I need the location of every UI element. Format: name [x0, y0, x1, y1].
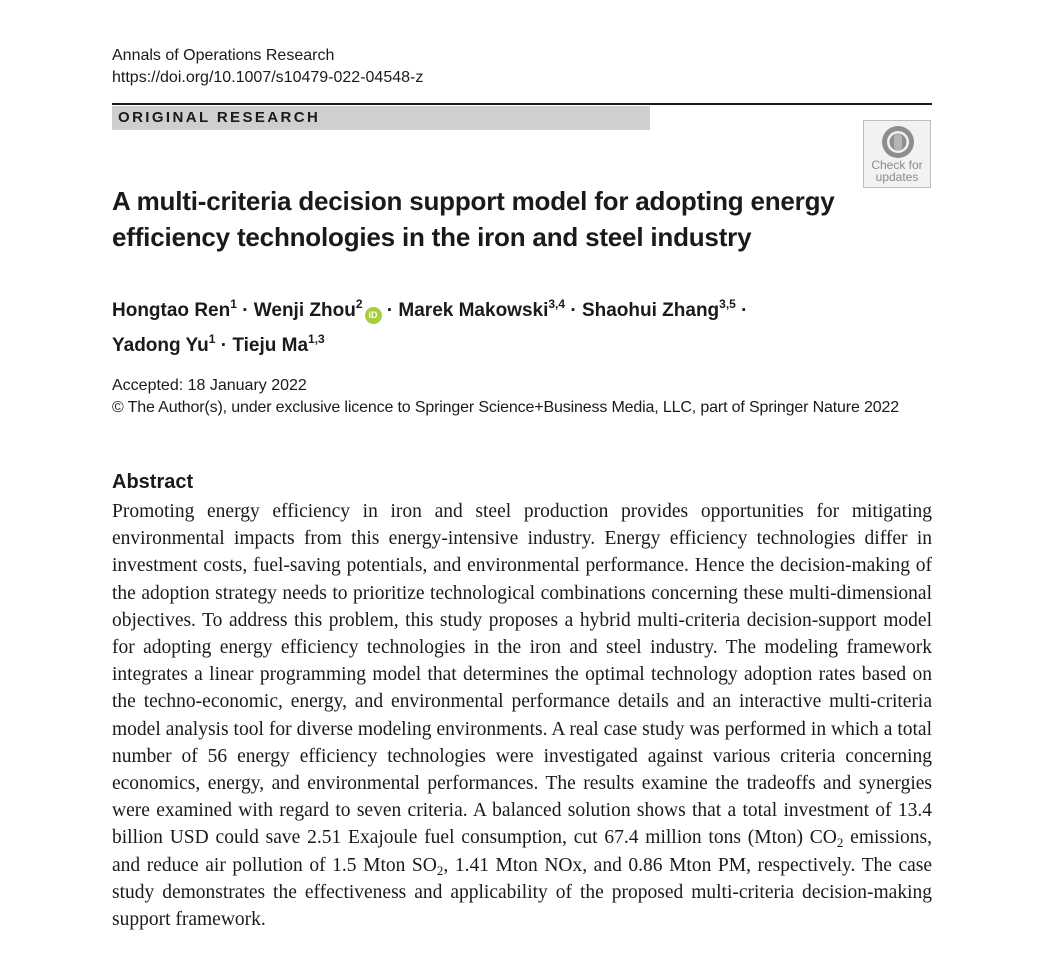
author-separator: ·: [570, 300, 577, 321]
author-affiliation: 3,4: [548, 297, 566, 311]
accepted-date: Accepted: 18 January 2022: [112, 377, 307, 394]
author-list: [112, 290, 892, 360]
doi-link[interactable]: https://doi.org/10.1007/s10479-022-04548-z: [112, 69, 424, 86]
author-separator: ·: [220, 335, 228, 356]
author-name[interactable]: Hongtao Ren: [112, 300, 231, 321]
author-name[interactable]: Yadong Yu: [112, 335, 209, 356]
orcid-icon[interactable]: iD: [365, 307, 382, 324]
journal-name: Annals of Operations Research: [112, 47, 335, 64]
article-title: A multi-criteria decision support model for adopting energy efficiency technologies in the iron and steel industry: [112, 186, 835, 252]
subscript: 2: [836, 835, 844, 851]
author-separator: ·: [741, 300, 748, 321]
author-affiliation: 3,5: [719, 297, 736, 311]
article-category-bar: [112, 106, 650, 130]
check-for-updates-line1: Check for: [871, 158, 923, 172]
check-for-updates-badge[interactable]: [863, 120, 931, 188]
author-name[interactable]: Tieju Ma: [232, 335, 309, 356]
copyright-notice: © The Author(s), under exclusive licence to Springer Science+Business Media, LLC, part of Springer Nature 2022: [112, 399, 899, 416]
check-for-updates-icon: [881, 125, 915, 159]
author-affiliation: 1,3: [308, 332, 325, 346]
article-category: ORIGINAL RESEARCH: [118, 109, 321, 126]
abstract-heading: Abstract: [112, 471, 194, 493]
header-divider: [112, 103, 932, 105]
check-for-updates-line2: updates: [875, 170, 919, 184]
author-name[interactable]: Shaohui Zhang: [581, 300, 720, 321]
author-affiliation: 1: [208, 332, 216, 346]
abstract-text: Promoting energy efficiency in iron and steel production provides opportunities for mitigating environmental impacts from this energy-intensive industry. Energy efficiency technologies differ in investment costs, fuel-saving potentials, and environmental performance. Hence the decision-making of the adoption strategy needs to prioritize technological combinations concerning these multi-dimensional objectives. To address this problem, this study proposes a hybrid multi-criteria decision-support model for adopting energy efficiency technologies in the iron and steel industry. The modeling framework integrates a linear programming model that determines the optimal technology adoption rates based on the techno-economic, energy, and environmental performance details and an interactive multi-criteria model analysis tool for diverse modeling environments. A real case study was performed in which a total number of 56 energy efficiency technologies were investigated against various criteria concerning economics, energy, and environmental performances. The results examine the tradeoffs and synergies were examined with regard to seven criteria. A balanced solution shows that a total investment of 13.4 billion USD could save 2.51 Exajoule fuel consumption, cut 67.4 million tons (Mton) CO: [112, 501, 932, 849]
abstract-text: , 1.41 Mton NOx, and 0.86 Mton PM, respectively. The case study demonstrates the effectiveness and applicability of the proposed multi-criteria decision-making support framework.: [112, 854, 933, 931]
author-separator: ·: [242, 300, 249, 321]
author-name[interactable]: Wenji Zhou: [253, 300, 356, 321]
author-separator: ·: [386, 300, 394, 321]
author-affiliation: 1: [230, 297, 237, 311]
author-affiliation: 2: [355, 297, 363, 311]
abstract-body: [112, 498, 932, 933]
subscript: 2: [436, 862, 444, 878]
abstract-text: emissions, and reduce air pollution of 1.5 Mton SO: [112, 827, 932, 876]
author-name[interactable]: Marek Makowski: [398, 300, 549, 321]
